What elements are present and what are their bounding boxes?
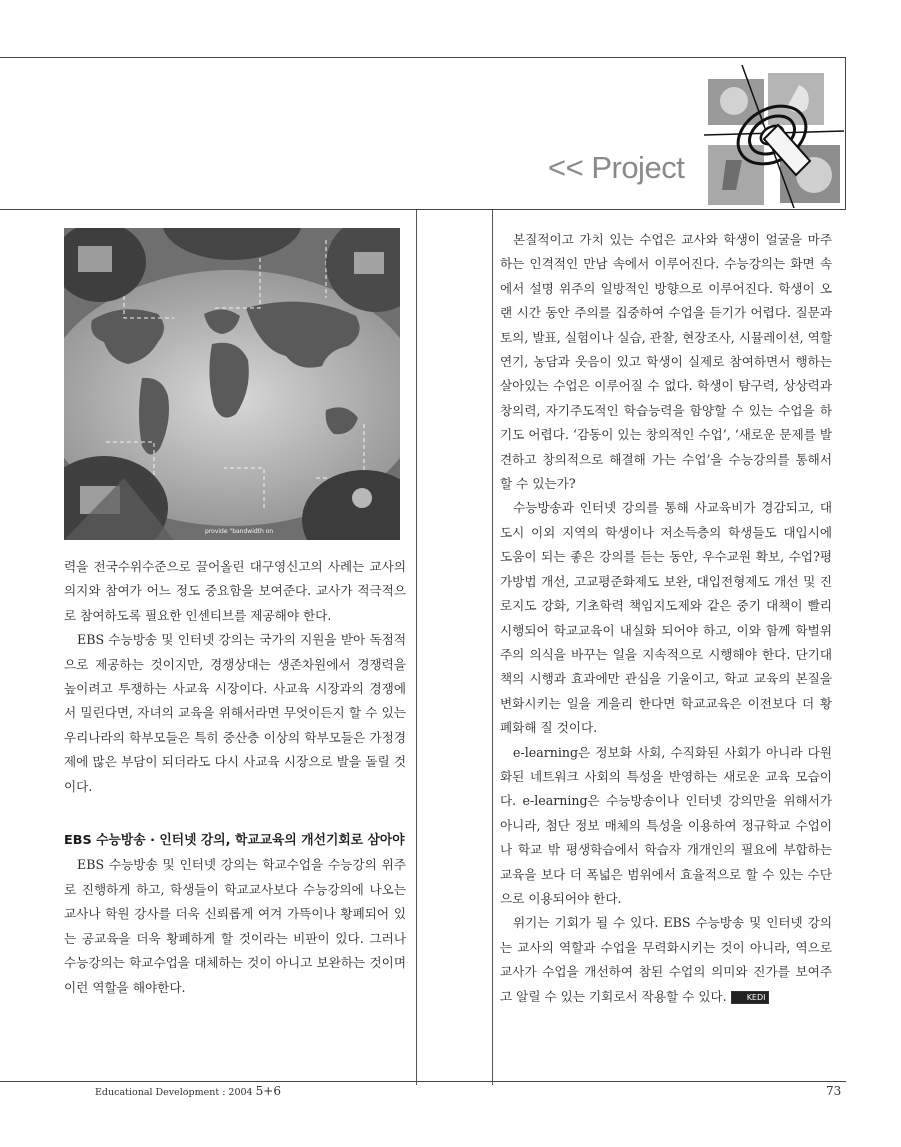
- header-top-rule: [0, 57, 846, 58]
- project-logo-icon: [704, 65, 844, 208]
- figure-caption: provide "bandwidth on: [205, 528, 274, 535]
- kedi-end-mark-icon: KEDI: [731, 991, 769, 1004]
- footer-journal: [95, 1084, 281, 1098]
- world-map-illustration: [64, 228, 400, 540]
- column-divider-left: [416, 210, 417, 1085]
- footer-journal-name: Educational Development : 2004: [95, 1087, 253, 1098]
- column-divider-right: [492, 210, 493, 1085]
- section-heading: EBS 수능방송 · 인터넷 강의, 학교교육의 개선기회로 삼아야: [64, 833, 405, 849]
- footer-rule: [0, 1081, 846, 1082]
- left-paragraph-3: EBS 수능방송 및 인터넷 강의는 학교수업을 수능강의 위주로 진행하게 하고, 학생들이 학교교사보다 수능강의에 나오는 교사나 학원 강사를 더욱 신뢰롭게 여겨 가뜩이나 황폐되어 있는 공교육을 더욱 황폐하게 할 것이라는 비판이 있다. 그러나 수능강의는 학교수업을 대체하는 것이 아니고 보완하는 것이며 이런 역할을 해야한다.: [64, 857, 406, 995]
- left-column: [64, 555, 406, 1000]
- right-paragraph-4-text: 위기는 기회가 될 수 있다. EBS 수능방송 및 인터넷 강의는 교사의 역할과 수업을 무력화시키는 것이 아니라, 역으로 교사가 수업을 개선하여 참된 수업의 의미와 진가를 보여주고 알릴 수 있는 기회로서 작용할 수 있다.: [500, 915, 832, 1004]
- right-paragraph-2: 수능방송과 인터넷 강의를 통해 사교육비가 경감되고, 대도시 이외 지역의 학생이나 저소득층의 학생들도 대입시에 도움이 되는 좋은 강의를 듣는 동안, 우수교원 확보, 수업?평가방법 개선, 고교평준화제도 보완, 대입전형제도 개선 및 진로지도 강화, 기초학력 책임지도제와 같은 중기 대책이 빨리 시행되어 학교교육이 내실화 되어야 하고, 이와 함께 학벌위주의 의식을 바꾸는 일을 지속적으로 시행해야 한다. 단기대책의 시행과 효과에만 관심을 기울이고, 학교 교육의 본질을 변화시키는 일을 게을리 한다면 학교교육은 이전보다 더 황폐화해 질 것이다.: [500, 500, 832, 736]
- section-title: << Project: [548, 150, 685, 185]
- right-paragraph-4: [500, 911, 832, 1009]
- header-bottom-rule: [0, 209, 846, 210]
- right-column: [500, 228, 832, 1009]
- right-paragraph-3: e-learning은 정보화 사회, 수직화된 사회가 아니라 다원화된 네트워크 사회의 특성을 반영하는 새로운 교육 모습이다. e-learning은 수능방송이나 인터넷 강의만을 위해서가 아니라, 첨단 정보 매체의 특성을 이용하여 정규학교 수업이나 학교 밖 평생학습에서 학습자 개개인의 필요에 부합하는 교육을 보다 더 폭넓은 범위에서 효율적으로 할 수 있는 수단으로 이용되어야 한다.: [500, 744, 832, 906]
- left-paragraph-2: EBS 수능방송 및 인터넷 강의는 국가의 지원을 받아 독점적으로 제공하는 것이지만, 경쟁상대는 생존차원에서 경쟁력을 높이려고 투쟁하는 사교육 시장이다. 사교육 시장과의 경쟁에서 밀린다면, 자녀의 교육을 위해서라면 무엇이든지 할 수 있는 우리나라의 학부모들은 특히 중산층 이상의 학부모들은 가정경제에 많은 부담이 되더라도 다시 사교육 시장으로 발을 돌릴 것이다.: [64, 632, 406, 794]
- header-right-rule: [845, 57, 846, 210]
- right-paragraph-1: 본질적이고 가치 있는 수업은 교사와 학생이 얼굴을 마주하는 인격적인 만남 속에서 이루어진다. 수능강의는 화면 속에서 설명 위주의 일방적인 방향으로 이루어진다. 학생이 오랜 시간 동안 주의를 집중하여 수업을 듣기가 어렵다. 질문과 토의, 발표, 실험이나 실습, 관찰, 현장조사, 시뮬레이션, 역할연기, 농담과 웃음이 있고 학생이 실제로 참여하면서 행하는 살아있는 수업은 이루어질 수 없다. 학생이 탐구력, 상상력과 창의력, 자기주도적인 학습능력을 함양할 수 있는 수업을 하기도 어렵다. ‘감동이 있는 창의적인 수업’, ‘새로운 문제를 발견하고 창의적으로 해결해 가는 수업’을 수능강의를 통해서 할 수 있는가?: [500, 232, 832, 492]
- left-paragraph-1: 력을 전국수위수준으로 끌어올린 대구영신고의 사례는 교사의 의지와 참여가 어느 정도 중요함을 보여준다. 교사가 적극적으로 참여하도록 필요한 인센티브를 제공해야 한다.: [64, 559, 406, 623]
- page-number: 73: [826, 1084, 842, 1098]
- footer-issue: 5+6: [255, 1084, 281, 1098]
